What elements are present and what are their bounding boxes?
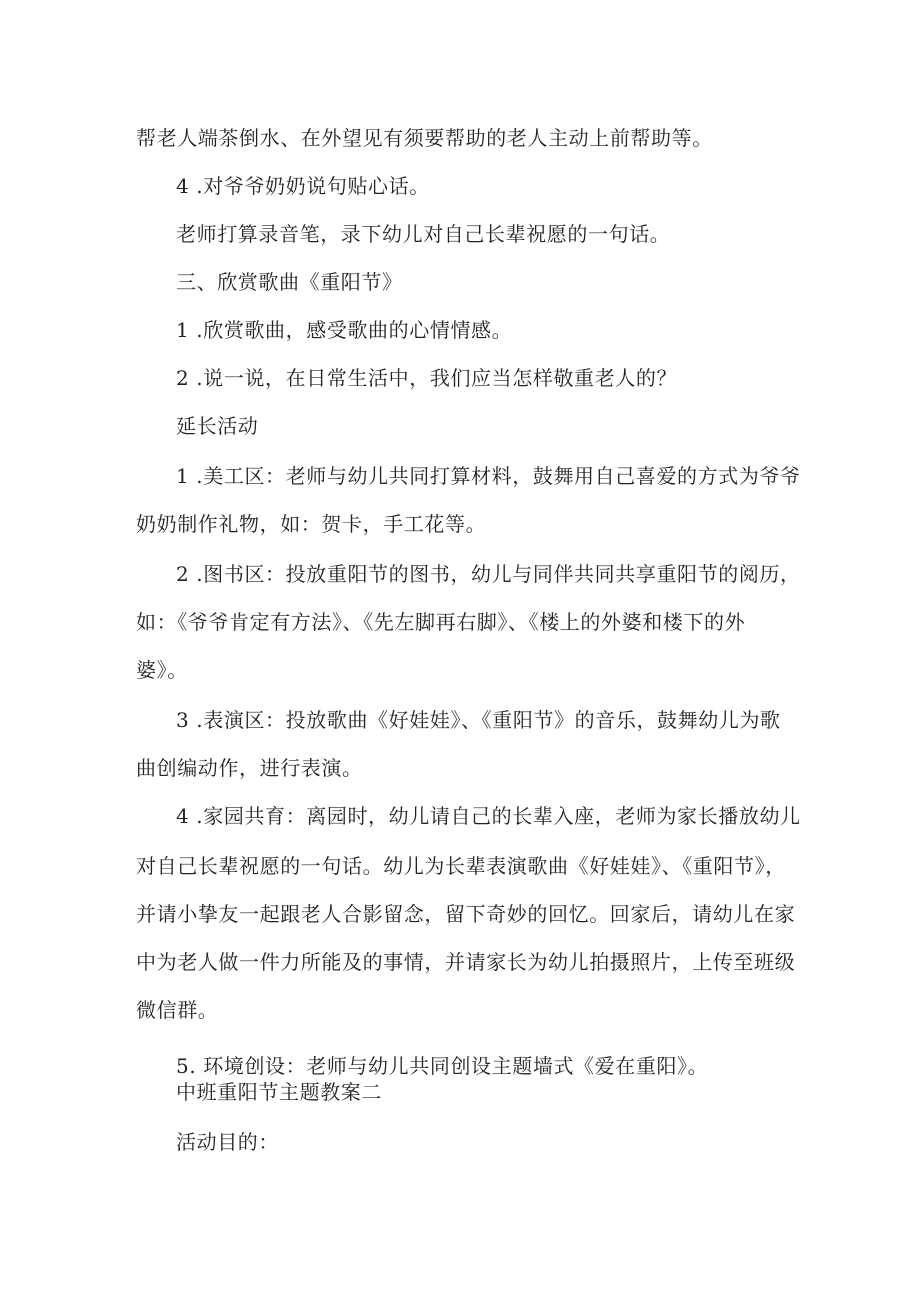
- text-line-3: 老师打算录音笔，录下幼儿对自己长辈祝愿的一句话。: [176, 222, 671, 246]
- text-line-12: 婆》。: [136, 658, 188, 682]
- text-line-5: 1 .欣赏歌曲，感受歌曲的心情情感。: [176, 318, 513, 342]
- text-line-15: 4 .家园共育：离园时，幼儿请自己的长辈入座，老师为家长播放幼儿: [176, 804, 801, 828]
- text-line-1: 帮老人端茶倒水、在外望见有须要帮助的老人主动上前帮助等。: [136, 126, 713, 150]
- text-line-17: 并请小挚友一起跟老人合影留念，留下奇妙的回忆。回家后，请幼儿在家: [136, 902, 796, 926]
- text-line-18: 中为老人做一件力所能及的事情，并请家长为幼儿拍摄照片，上传至班级: [136, 950, 796, 974]
- section-heading-goals: 活动目的：: [176, 1130, 279, 1154]
- section-heading-extension: 延长活动: [176, 414, 259, 438]
- text-line-8: 1 .美工区：老师与幼儿共同打算材料，鼓舞用自己喜爱的方式为爷爷: [176, 464, 801, 488]
- text-line-16: 对自己长辈祝愿的一句话。幼儿为长辈表演歌曲《好娃娃》、《重阳节》，: [136, 854, 786, 878]
- text-line-19: 微信群。: [136, 998, 219, 1022]
- section-heading-song: 三、欣赏歌曲《重阳节》: [176, 270, 403, 294]
- text-line-20: 5. 环境创设：老师与幼儿共同创设主题墙式《爱在重阳》。: [176, 1054, 709, 1078]
- text-line-2: 4 .对爷爷奶奶说句贴心话。: [176, 174, 430, 198]
- text-line-11: 如：《爷爷肯定有方法》、《先左脚再右脚》、《楼上的外婆和楼下的外: [136, 610, 746, 634]
- text-line-13: 3 .表演区：投放歌曲《好娃娃》、《重阳节》的音乐，鼓舞幼儿为歌: [176, 708, 781, 732]
- text-line-14: 曲创编动作，进行表演。: [136, 756, 363, 780]
- text-line-10: 2 .图书区：投放重阳节的图书，幼儿与同伴共同共享重阳节的阅历，: [176, 562, 801, 586]
- text-line-9: 奶奶制作礼物，如：贺卡，手工花等。: [136, 512, 487, 536]
- section-heading-plan-two: 中班重阳节主题教案二: [176, 1080, 382, 1104]
- text-line-6: 2 .说一说，在日常生活中，我们应当怎样敬重老人的？: [176, 366, 678, 390]
